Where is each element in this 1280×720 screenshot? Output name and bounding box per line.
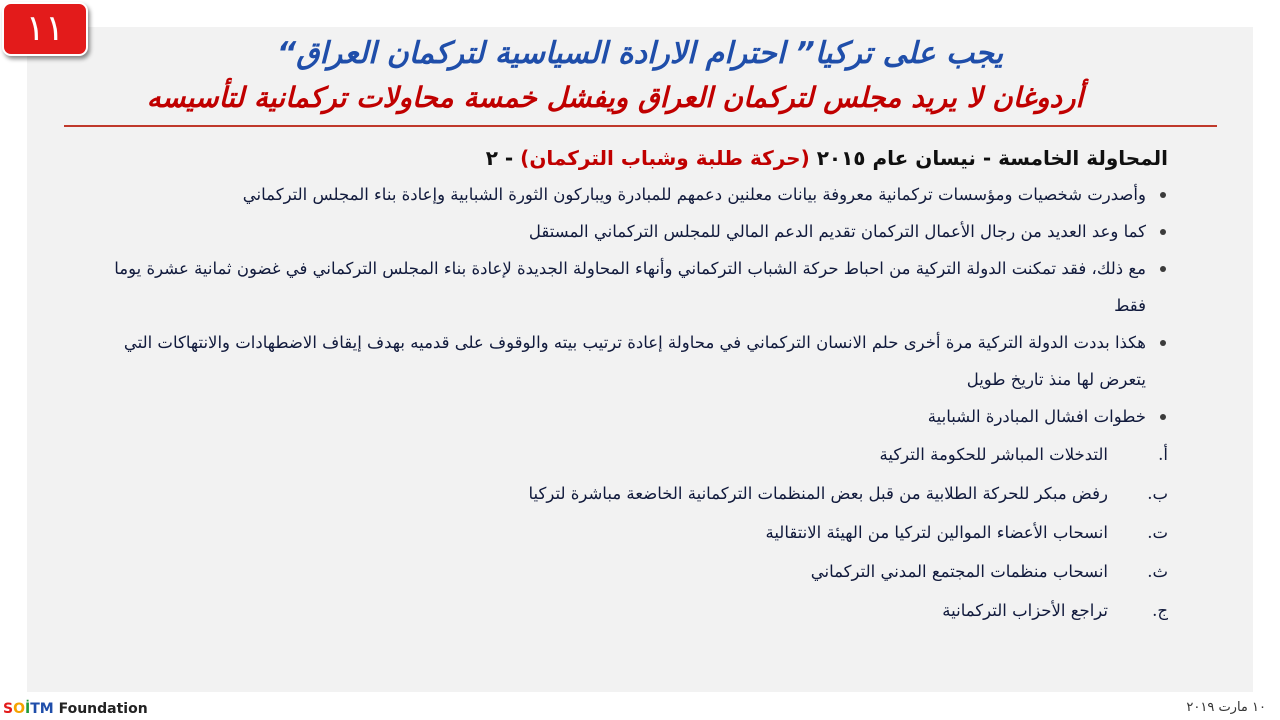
bullet-item <box>90 213 1168 250</box>
section-heading-movement: (حركة طلبة وشباب التركمان) <box>520 146 810 170</box>
slide-title: يجب على تركيا” احترام الارادة السياسية لتركمان العراق“ <box>276 36 1004 71</box>
bullet-dot-icon <box>1160 192 1166 198</box>
bullet-dot-icon <box>1160 340 1166 346</box>
bullet-item <box>90 398 1168 435</box>
section-heading-date: المحاولة الخامسة - نيسان عام ٢٠١٥ <box>809 146 1168 170</box>
bullet-list <box>90 176 1168 435</box>
step-text: انسحاب منظمات المجتمع المدني التركماني <box>810 562 1108 581</box>
section-heading <box>90 140 1168 176</box>
bullet-item <box>90 324 1168 398</box>
bullet-text: كما وعد العديد من رجال الأعمال التركمان تقديم الدعم المالي للمجلس التركماني المستقل <box>528 222 1146 241</box>
step-text: تراجع الأحزاب التركمانية <box>942 601 1108 620</box>
bullet-item <box>90 250 1168 324</box>
step-text: انسحاب الأعضاء الموالين لتركيا من الهيئة الانتقالية <box>765 523 1108 542</box>
step-marker: ث. <box>1147 562 1168 581</box>
footer-date: ١٠ مارت ٢٠١٩ <box>1186 700 1266 715</box>
slide-body <box>90 140 1168 630</box>
section-heading-part-number: - ٢ <box>485 146 521 170</box>
step-marker: ب. <box>1147 484 1168 503</box>
bullet-text: خطوات افشال المبادرة الشبابية <box>927 407 1146 426</box>
bullet-text: وأصدرت شخصيات ومؤسسات تركمانية معروفة بيانات معلنين دعمهم للمبادرة ويباركون الثورة الشبابية وإعادة بناء المجلس التركماني <box>242 185 1146 204</box>
title-divider <box>64 125 1217 127</box>
bullet-dot-icon <box>1160 414 1166 420</box>
step-text: التدخلات المباشر للحكومة التركية <box>879 445 1108 464</box>
bullet-dot-icon <box>1160 266 1166 272</box>
step-text: رفض مبكر للحركة الطلابية من قبل بعض المنظمات التركمانية الخاضعة مباشرة لتركيا <box>528 484 1108 503</box>
step-item <box>90 552 1168 591</box>
bullet-dot-icon <box>1160 229 1166 235</box>
slide-subtitle: أردوغان لا يريد مجلس لتركمان العراق ويفشل خمسة محاولات تركمانية لتأسيسه <box>146 81 1084 114</box>
step-item <box>90 591 1168 630</box>
bullet-text: هكذا بددت الدولة التركية مرة أخرى حلم الانسان التركماني في محاولة إعادة ترتيب بيته والوقوف على قدميه بهدف إيقاف الاضطهادات والانتهاكات التي يتعرض لها منذ تاريخ طويل <box>123 333 1146 389</box>
step-marker: ج. <box>1152 601 1168 620</box>
bullet-item <box>90 176 1168 213</box>
foundation-logo: SOİTM Foundation <box>3 701 148 717</box>
step-marker: ت. <box>1147 523 1168 542</box>
step-item <box>90 435 1168 474</box>
step-item <box>90 513 1168 552</box>
step-marker: أ. <box>1158 445 1168 464</box>
slide-number-badge: ١١ <box>2 2 88 56</box>
steps-list <box>90 435 1168 630</box>
bullet-text: مع ذلك، فقد تمكنت الدولة التركية من احباط حركة الشباب التركماني وأنهاء المحاولة الجديدة لإعادة بناء المجلس التركماني في غضون ثمانية عشرة يوما فقط <box>114 259 1146 315</box>
step-item <box>90 474 1168 513</box>
